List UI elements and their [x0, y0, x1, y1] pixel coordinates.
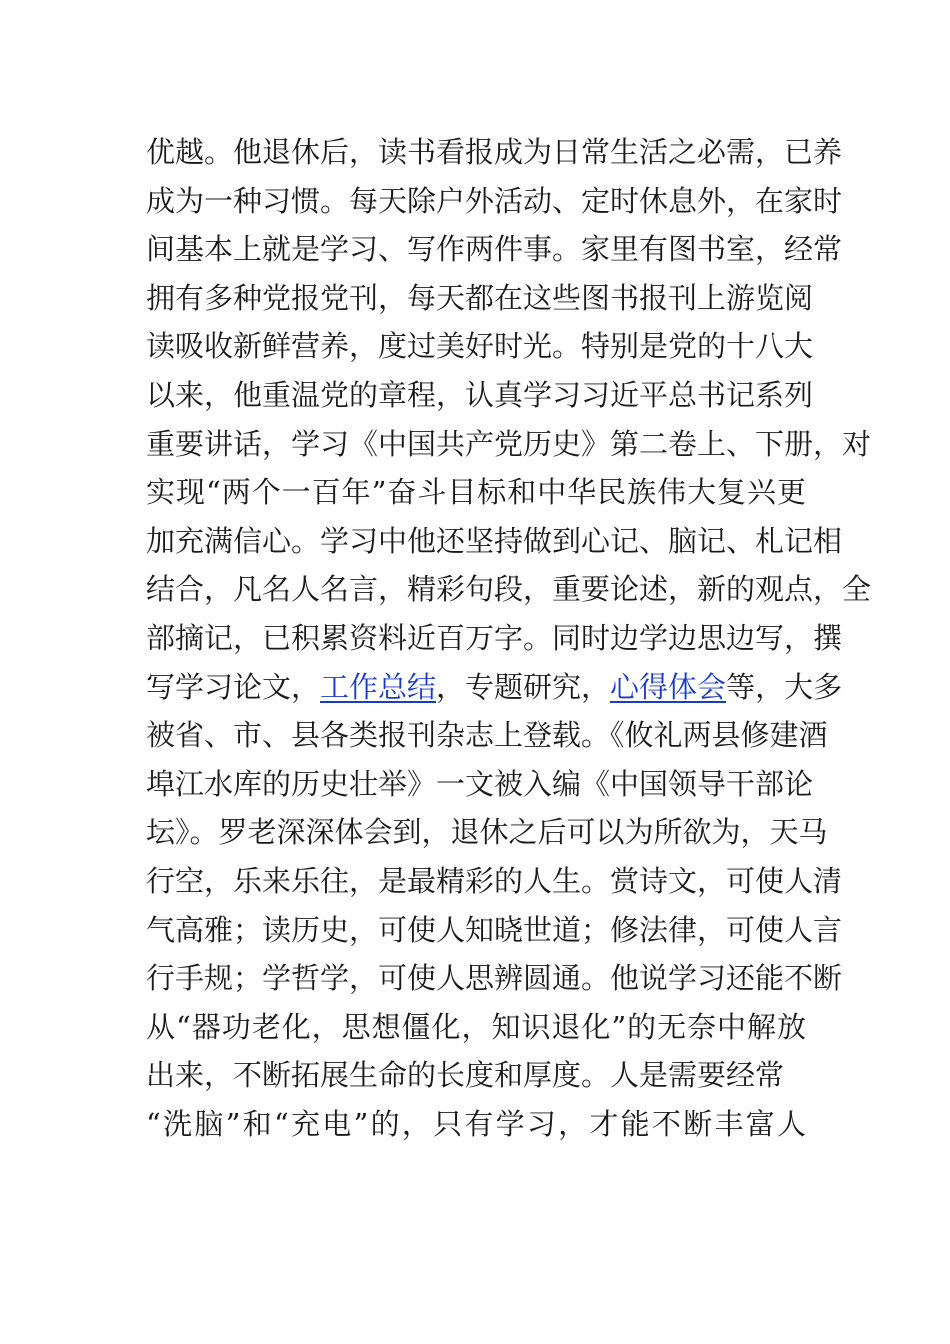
text-line: 拥有多种党报党刊，每天都在这些图书报刊上游览阅 — [146, 280, 814, 315]
line-prefix: 写学习论文， — [146, 669, 321, 704]
text-line: 实现“两个一百年”奋斗目标和中华民族伟大复兴更 — [146, 475, 806, 510]
text-line: 被省、市、县各类报刊杂志上登载。《攸礼两县修建酒 — [146, 718, 828, 753]
text-line: 以来，他重温党的章程，认真学习习近平总书记系列 — [146, 377, 814, 412]
work-summary-link[interactable]: 工作总结 — [320, 669, 437, 704]
line-middle: ，专题研究， — [436, 669, 611, 704]
text-line-with-links — [146, 663, 843, 712]
text-line: 从“器功老化，思想僵化，知识退化”的无奈中解放 — [146, 1009, 806, 1044]
text-line: 坛》。罗老深深体会到，退休之后可以为所欲为，天马 — [146, 815, 828, 850]
text-line: 结合，凡名人名言，精彩句段，重要论述，新的观点，全 — [146, 572, 872, 607]
text-line: 间基本上就是学习、写作两件事。家里有图书室，经常 — [146, 232, 843, 267]
text-line: 埠江水库的历史壮举》一文被入编《中国领导干部论 — [146, 766, 814, 801]
text-line: 优越。他退休后，读书看报成为日常生活之必需，已养 — [146, 135, 843, 169]
text-line: 气高雅；读历史，可使人知晓世道；修法律，可使人言 — [146, 912, 843, 947]
line-suffix: 等，大多 — [726, 669, 843, 704]
text-line: 行空，乐来乐往，是最精彩的人生。赏诗文，可使人清 — [146, 863, 843, 898]
body-text — [146, 128, 872, 1148]
text-line: “洗脑”和“充电”的，只有学习，才能不断丰富人 — [146, 1106, 806, 1141]
text-line: 出来，不断拓展生命的长度和厚度。人是需要经常 — [146, 1058, 785, 1093]
experience-link[interactable]: 心得体会 — [610, 669, 727, 704]
text-line: 部摘记，已积累资料近百万字。同时边学边思边写，撰 — [146, 620, 843, 655]
text-line: 行手规；学哲学，可使人思辨圆通。他说学习还能不断 — [146, 961, 843, 996]
text-line: 重要讲话，学习《中国共产党历史》第二卷上、下册，对 — [146, 426, 872, 461]
text-line: 成为一种习惯。每天除户外活动、定时休息外，在家时 — [146, 183, 843, 218]
text-line: 加充满信心。学习中他还坚持做到心记、脑记、札记相 — [146, 523, 843, 558]
text-line: 读吸收新鲜营养，度过美好时光。特别是党的十八大 — [146, 329, 814, 364]
